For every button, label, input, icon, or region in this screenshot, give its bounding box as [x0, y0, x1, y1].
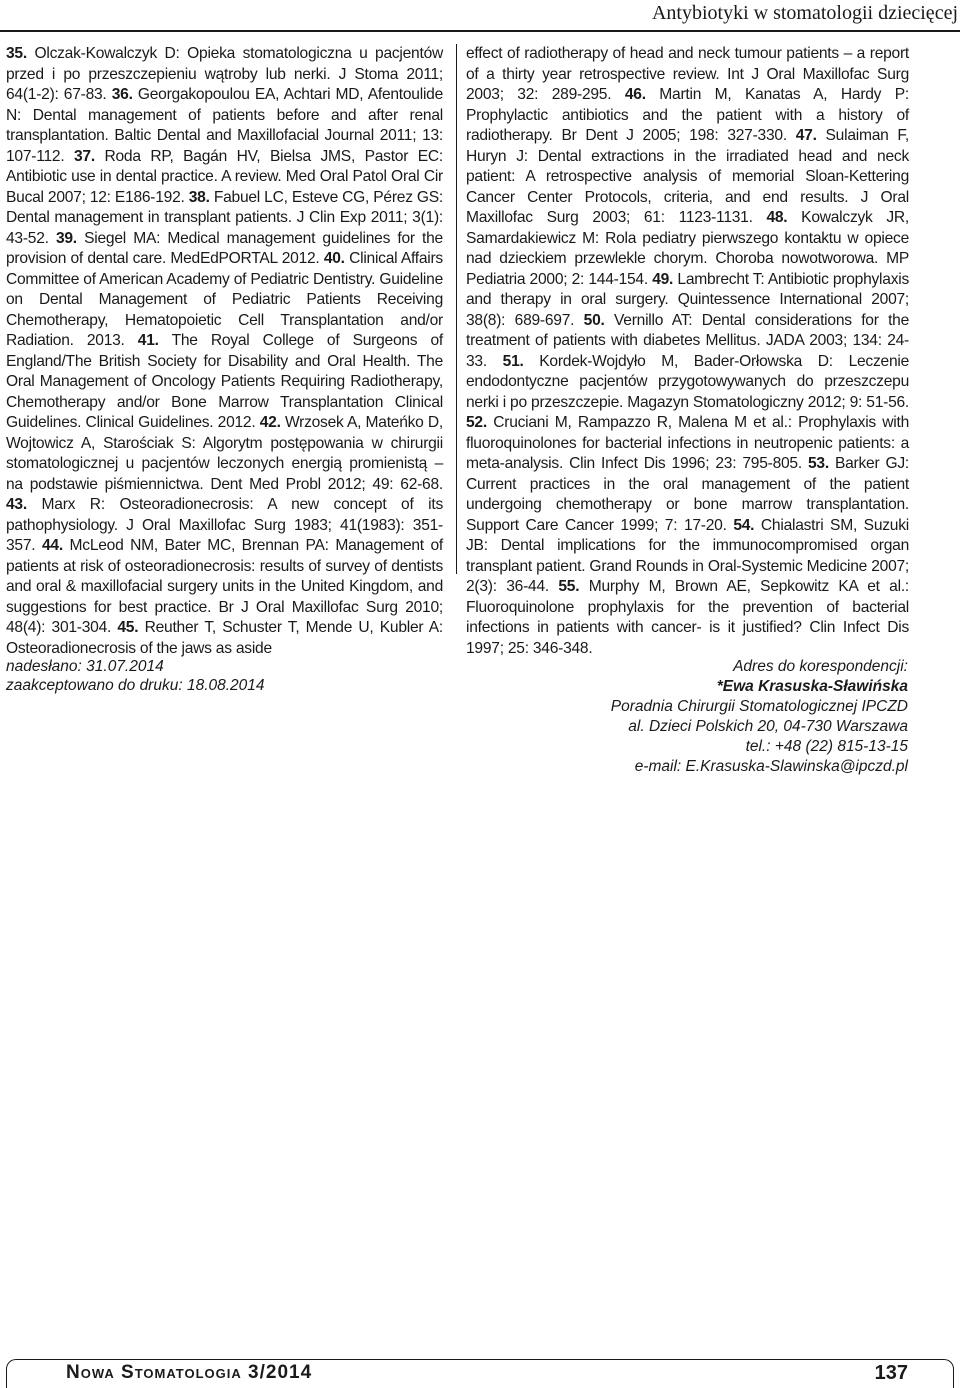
- reference-text: Cruciani M, Rampazzo R, Malena M et al.: Prophylaxis with fluoroquinolones for bacterial infections in neutropenic patients: a meta-analysis. Clin Infect Dis 1996; 23: 795-805.: [466, 414, 909, 472]
- email-address[interactable]: e-mail: E.Krasuska-Slawinska@ipczd.pl: [634, 758, 908, 775]
- accepted-date: zaakceptowano do druku: 18.08.2014: [6, 677, 265, 694]
- reference-text: Martin M, Kanatas A, Hardy P: Prophylactic antibiotics and the patient with a history of radiotherapy. Br Dent J 2005; 198: 327-330.: [466, 86, 909, 144]
- reference-number: 44.: [41, 537, 63, 554]
- reference-number: 54.: [733, 516, 755, 534]
- reference-number: 36.: [111, 86, 133, 103]
- reference-number: 38.: [188, 188, 210, 206]
- reference-text: Lambrecht T: Antibiotic prophylaxis and therapy in oral surgery. Quintessence International 2007; 38(8): 689-697.: [466, 270, 910, 329]
- submission-dates: [6, 657, 265, 695]
- reference-number: 37.: [73, 147, 95, 165]
- reference-text: Siegel MA: Medical management guidelines for the provision of dental care. MedEdPORTAL 2012.: [6, 229, 443, 267]
- institution: Poradnia Chirurgii Stomatologicznej IPCZD: [610, 698, 908, 715]
- reference-entry: [466, 353, 909, 411]
- reference-text: Kordek-Wojdyło M, Bader-Orłowska D: Leczenie endodontyczne pacjentów przygotowywanych do przeszczepu nerki i po przeszczepie. Magazyn Stomatologiczny 2012; 9: 51-56.: [466, 352, 909, 411]
- references-left-column: [6, 44, 443, 659]
- reference-number: 39.: [55, 229, 77, 247]
- reference-text: Murphy M, Brown AE, Sepkowitz KA et al.: Fluoroquinolone prophylaxis for the prevention of bacterial infections in patients with cancer- is it justified? Clin Infect Dis 1997; 25: 346-348.: [466, 578, 909, 657]
- reference-text: Sulaiman F, Huryn J: Dental extractions in the irradiated head and neck patient: A retrospective analysis of memorial Sloan-Kettering Cancer Center Protocols, criteria, and end results. J Oral Maxillofac Surg 2003; 61: 1123-1131.: [466, 127, 910, 226]
- reference-text: Fabuel LC, Esteve CG, Pérez GS: Dental management in transplant patients. J Clin Exp 2011; 3(1): 43-52.: [6, 188, 443, 247]
- reference-text: McLeod NM, Bater MC, Brennan PA: Management of patients at risk of osteoradionecrosis: results of survey of dentists and oral & maxillofacial surgery units in the United Kingdom, and suggestions for best practice. Br J Oral Maxillofac Surg 2010; 48(4): 301-304.: [6, 537, 443, 636]
- address-heading: Adres do korespondencji:: [733, 658, 908, 675]
- reference-number: 46.: [624, 86, 646, 103]
- reference-text: Vernillo AT: Dental considerations for the treatment of patients with diabetes Mellitus. JADA 2003; 134: 24-33.: [466, 311, 909, 370]
- phone-number: tel.: +48 (22) 815-13-15: [745, 738, 908, 755]
- reference-text: Georgakopoulou EA, Achtari MD, Afentoulide N: Dental management of patients before and after renal transplantation. Baltic Dental and Maxillofacial Journal 2011; 13: 107-112.: [6, 86, 444, 165]
- journal-title: Nowa Stomatologia 3/2014: [66, 1362, 313, 1383]
- reference-number: 55.: [558, 578, 580, 595]
- reference-text: Kowalczyk JR, Samardakiewicz M: Rola pediatry pierwszego kontaktu w opiece nad dzieckiem przewlekle chorym. Choroba nowotworowa. MP Pediatria 2000; 2: 144-154.: [466, 209, 909, 288]
- reference-text: Clinical Affairs Committee of American Academy of Pediatric Dentistry. Guideline on Dental Management of Pediatric Patients Receiving Chemotherapy, Hematopoietic Cell Transplantation and/or Radiation. 2013.: [6, 250, 443, 349]
- reference-number: 47.: [795, 127, 817, 144]
- author-name: *Ewa Krasuska-Sławińska: [716, 678, 908, 695]
- street-address: al. Dzieci Polskich 20, 04-730 Warszawa: [628, 718, 908, 735]
- received-date: nadesłano: 31.07.2014: [6, 658, 164, 675]
- page-number: 137: [874, 1362, 908, 1384]
- reference-number: 53.: [807, 455, 829, 472]
- reference-text: The Royal College of Surgeons of England/The British Society for Disability and Oral Health. The Oral Management of Oncology Patients Requiring Radiotherapy, Chemotherapy and/or Bone Marrow Transplantation Clinical Guidelines. Clinical Guidelines. 2012.: [6, 332, 443, 431]
- reference-text: effect of radiotherapy of head and neck tumour patients – a report of a thirty year retrospective review. Int J Oral Maxillofac Surg 2003; 32: 289-295.: [466, 45, 909, 103]
- reference-text: Olczak-Kowalczyk D: Opieka stomatologiczna u pacjentów przed i po przeszczepieniu wątroby lub nerki. J Stoma 2011; 64(1-2): 67-83.: [6, 45, 443, 103]
- reference-text: Roda RP, Bagán HV, Bielsa JMS, Pastor EC: Antibiotic use in dental practice. A review. Med Oral Patol Oral Cir Bucal 2007; 12: E186-192.: [6, 147, 443, 206]
- reference-number: 42.: [259, 414, 281, 431]
- reference-text: Barker GJ: Current practices in the oral management of the patient undergoing chemotherapy or bone marrow transplantation. Support Care Cancer 1999; 7: 17-20.: [466, 455, 909, 534]
- reference-number: 48.: [766, 209, 788, 226]
- reference-number: 35.: [6, 45, 27, 62]
- reference-number: 41.: [137, 332, 159, 349]
- reference-number: 51.: [502, 352, 524, 370]
- column-divider: [456, 44, 457, 574]
- reference-text: Wrzosek A, Mateńko D, Wojtowicz A, Starościak S: Algorytm postępowania w chirurgii stomatologicznej u pacjentów leczonych energią promienistą – na podstawie piśmiennictwa. Dent Med Probl 2012; 49: 62-68.: [6, 414, 443, 493]
- header-rule: [0, 30, 960, 32]
- references-right-column: [466, 44, 909, 659]
- reference-text: Marx R: Osteoradionecrosis: A new concept of its pathophysiology. J Oral Maxillofac Surg 1983; 41(1983): 351-357.: [6, 496, 443, 554]
- reference-number: 43.: [6, 496, 27, 513]
- reference-text: Chialastri SM, Suzuki JB: Dental implications for the immunocompromised organ transplant patient. Grand Rounds in Oral-Systemic Medicine 2007; 2(3): 36-44.: [466, 516, 909, 595]
- reference-number: 50.: [583, 311, 605, 329]
- running-head: Antybiotyki w stomatologii dziecięcej: [651, 2, 958, 24]
- reference-number: 52.: [466, 414, 487, 431]
- reference-number: 45.: [117, 619, 139, 636]
- reference-number: 49.: [652, 270, 674, 288]
- reference-number: 40.: [323, 250, 345, 267]
- reference-text: Reuther T, Schuster T, Mende U, Kubler A: Osteoradionecrosis of the jaws as aside: [6, 619, 444, 657]
- correspondence-address: [611, 657, 908, 777]
